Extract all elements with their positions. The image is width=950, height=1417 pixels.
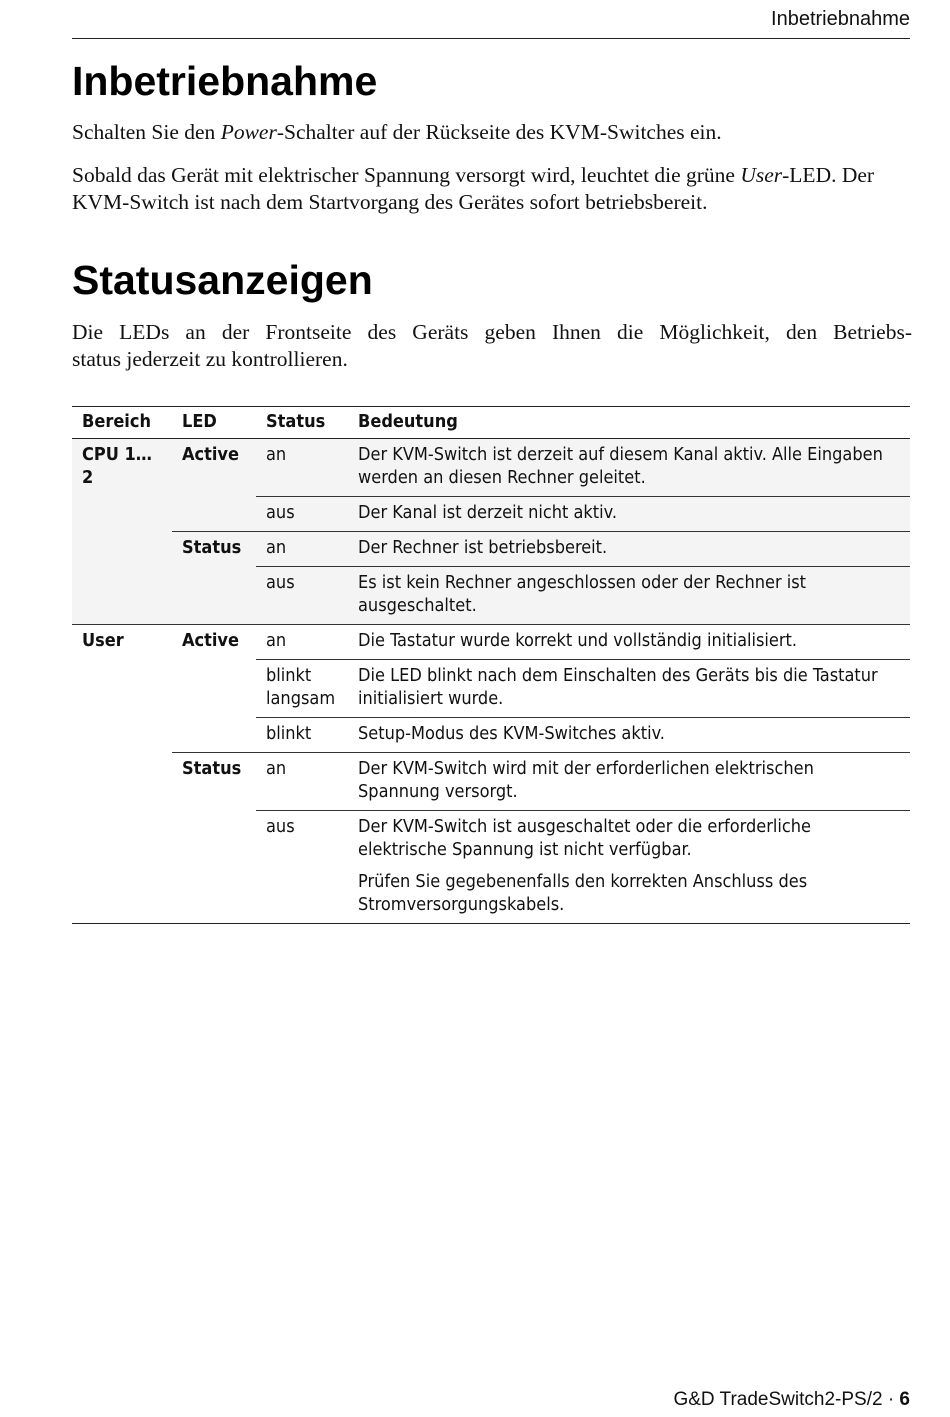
header-led: LED (172, 407, 256, 439)
p2-text-after: -LED. Der KVM-Switch ist nach dem Startvorgang des Gerätes sofort betriebsbereit. (72, 163, 875, 214)
page-number: 6 (899, 1389, 910, 1410)
p1-text-after: -Schalter auf der Rückseite des KVM-Switches ein. (276, 120, 722, 144)
cell-meaning-extra: Prüfen Sie gegebenenfalls den korrekten Anschluss des Stromversorgungskabels. (358, 871, 808, 915)
table-row (72, 439, 910, 497)
running-header: Inbetriebnahme (72, 8, 910, 39)
cell-status: aus (256, 567, 348, 625)
p2-text-before: Sobald das Gerät mit elektrischer Spannung versorgt wird, leuchtet die grüne (72, 163, 741, 187)
table-row (72, 753, 910, 811)
footer-product: G&D TradeSwitch2-PS/2 · (673, 1389, 900, 1410)
p1-emphasis: Power (220, 120, 277, 144)
cell-meaning (348, 811, 910, 924)
table-row (72, 532, 910, 567)
cell-meaning: Der Rechner ist betriebsbereit. (348, 532, 910, 567)
p3-line1: Die LEDs an der Frontseite des Geräts geben Ihnen die Möglichkeit, den Betriebs- (72, 320, 912, 344)
cell-status: aus (256, 811, 348, 924)
p2-emphasis: User (740, 163, 783, 187)
cell-status: blinkt (256, 718, 348, 753)
table-row (72, 625, 910, 660)
cell-meaning: Die LED blinkt nach dem Einschalten des Geräts bis die Tastatur initialisiert wurde. (348, 660, 910, 718)
cell-status: an (256, 753, 348, 811)
section-title-statusanzeigen: Statusanzeigen (72, 257, 373, 303)
section-title-inbetriebnahme: Inbetriebnahme (72, 58, 378, 104)
cell-bereich: CPU 1…2 (72, 439, 172, 625)
cell-meaning: Die Tastatur wurde korrekt und vollständig initialisiert. (348, 625, 910, 660)
cell-led: Active (172, 625, 256, 753)
cell-bereich: User (72, 625, 172, 924)
cell-status: aus (256, 497, 348, 532)
page-footer (673, 1389, 910, 1411)
header-status: Status (256, 407, 348, 439)
table-header-row (72, 407, 910, 439)
header-bereich: Bereich (72, 407, 172, 439)
cell-meaning: Der KVM-Switch wird mit der erforderlichen elektrischen Spannung versorgt. (348, 753, 910, 811)
cell-meaning: Der KVM-Switch ist derzeit auf diesem Kanal aktiv. Alle Eingaben werden an diesen Rechner geleitet. (348, 439, 910, 497)
cell-meaning-text: Der KVM-Switch ist ausgeschaltet oder die erforderliche elektrische Spannung ist nicht verfügbar. (358, 816, 811, 860)
paragraph-status-intro (72, 319, 912, 373)
cell-meaning: Es ist kein Rechner angeschlossen oder der Rechner ist ausgeschaltet. (348, 567, 910, 625)
cell-status: an (256, 625, 348, 660)
cell-led: Status (172, 532, 256, 625)
status-table (72, 406, 910, 924)
p3-line2: status jederzeit zu kontrollieren. (72, 347, 348, 371)
cell-led: Active (172, 439, 256, 532)
header-bedeutung: Bedeutung (348, 407, 910, 439)
cell-meaning: Der Kanal ist derzeit nicht aktiv. (348, 497, 910, 532)
cell-meaning: Setup-Modus des KVM-Switches aktiv. (348, 718, 910, 753)
cell-status: an (256, 439, 348, 497)
cell-led: Status (172, 753, 256, 924)
cell-status: blinkt langsam (256, 660, 348, 718)
cell-status: an (256, 532, 348, 567)
paragraph-power-switch (72, 119, 912, 146)
paragraph-user-led (72, 162, 912, 216)
p1-text-before: Schalten Sie den (72, 120, 221, 144)
